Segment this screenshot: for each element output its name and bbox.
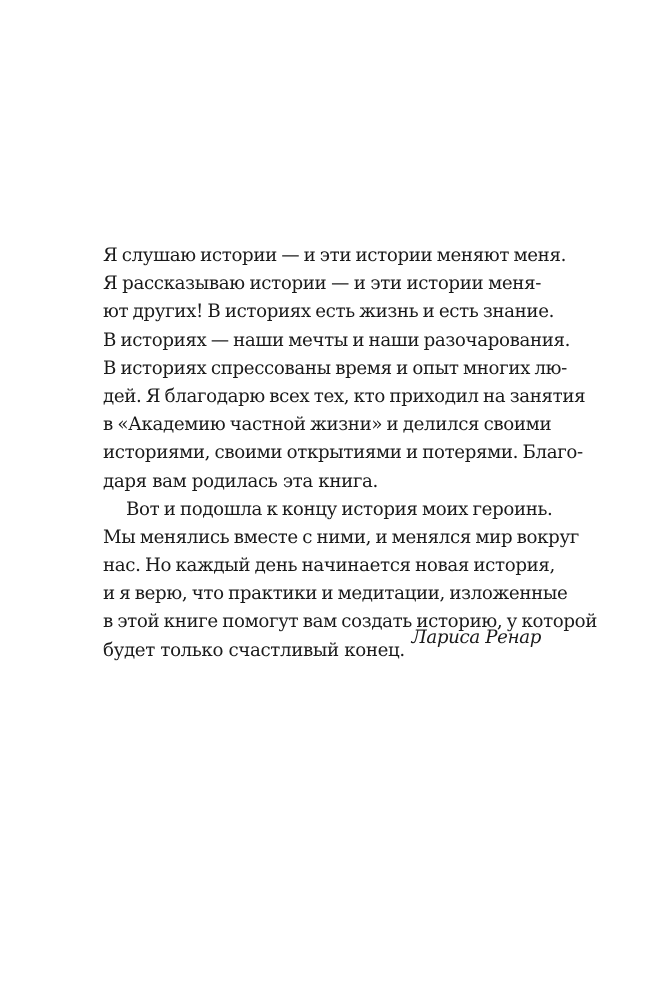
- text-line: В историях спрессованы время и опыт многих лю-: [103, 357, 567, 379]
- text-line: Я слушаю истории — и эти истории меняют меня.: [103, 245, 566, 266]
- text-line: историями, своими открытиями и потерями. Благо-: [103, 442, 583, 464]
- text-line: даря вам родилась эта книга.: [103, 470, 378, 492]
- paragraph-1: [103, 242, 586, 496]
- text-line: ют других! В историях есть жизнь и есть знание.: [103, 301, 555, 323]
- main-text: [103, 242, 598, 665]
- text-line: в «Академию частной жизни» и делился своими: [103, 414, 552, 436]
- text-line: Вот и подошла к концу история моих героинь.: [126, 498, 553, 520]
- text-line: в этой книге помогут вам создать историю, у которой: [103, 611, 598, 633]
- text-line: будет только счастливый конец.: [103, 639, 405, 661]
- text-line: В историях — наши мечты и наши разочарования.: [103, 329, 571, 351]
- text-line: и я верю, что практики и медитации, изложенные: [103, 583, 568, 605]
- text-line: Мы менялись вместе с ними, и менялся мир вокруг: [103, 526, 579, 548]
- text-line: Я рассказываю истории — и эти истории меня-: [103, 273, 541, 295]
- text-line: дей. Я благодарю всех тех, кто приходил на занятия: [103, 385, 586, 407]
- author-signature: Лариса Ренар: [411, 627, 541, 648]
- text-line: нас. Но каждый день начинается новая история,: [103, 555, 555, 577]
